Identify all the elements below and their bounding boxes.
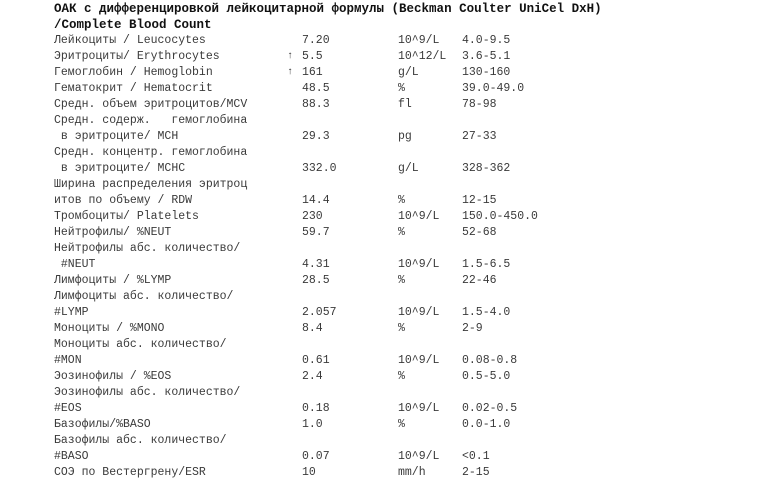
reference-range: 1.5-4.0 — [462, 306, 511, 319]
test-unit: mm/h — [398, 466, 426, 479]
test-name: Эозинофилы абс. количество/ — [54, 386, 241, 399]
reference-range: 130-160 — [462, 66, 511, 79]
test-name: #BASO — [54, 450, 89, 463]
test-unit: % — [398, 226, 405, 239]
test-name: Эозинофилы / %EOS — [54, 370, 172, 383]
result-row — [54, 241, 769, 257]
result-row — [54, 433, 769, 449]
reference-range: <0.1 — [462, 450, 490, 463]
test-unit: 10^9/L — [398, 306, 440, 319]
test-name: Ширина распределения эритроц — [54, 178, 248, 191]
test-value: 4.31 — [302, 258, 330, 271]
result-row — [54, 49, 769, 65]
test-unit: % — [398, 82, 405, 95]
result-row — [54, 417, 769, 433]
test-value: 2.057 — [302, 306, 337, 319]
result-row — [54, 449, 769, 465]
reference-range: 4.0-9.5 — [462, 34, 511, 47]
test-unit: fl — [398, 98, 412, 111]
test-name: Лейкоциты / Leucocytes — [54, 34, 206, 47]
result-row — [54, 385, 769, 401]
test-name: Моноциты / %MONO — [54, 322, 165, 335]
test-value: 14.4 — [302, 194, 330, 207]
result-row — [54, 129, 769, 145]
test-name: Базофилы абс. количество/ — [54, 434, 227, 447]
test-name: #EOS — [54, 402, 82, 415]
reference-range: 12-15 — [462, 194, 497, 207]
test-value: 332.0 — [302, 162, 337, 175]
result-row — [54, 193, 769, 209]
test-name: Нейтрофилы/ %NEUT — [54, 226, 172, 239]
test-unit: 10^9/L — [398, 354, 440, 367]
test-value: 230 — [302, 210, 323, 223]
test-unit: % — [398, 194, 405, 207]
result-row — [54, 225, 769, 241]
test-unit: 10^9/L — [398, 210, 440, 223]
reference-range: 1.5-6.5 — [462, 258, 511, 271]
result-row — [54, 465, 769, 481]
test-unit: 10^12/L — [398, 50, 447, 63]
reference-range: 150.0-450.0 — [462, 210, 538, 223]
reference-range: 39.0-49.0 — [462, 82, 525, 95]
reference-range: 0.0-1.0 — [462, 418, 511, 431]
test-value: 88.3 — [302, 98, 330, 111]
reference-range: 52-68 — [462, 226, 497, 239]
result-row — [54, 145, 769, 161]
reference-range: 0.5-5.0 — [462, 370, 511, 383]
test-unit: g/L — [398, 162, 419, 175]
test-value: 1.0 — [302, 418, 323, 431]
test-name: #NEUT — [54, 258, 96, 271]
result-row — [54, 321, 769, 337]
result-row — [54, 161, 769, 177]
result-row — [54, 113, 769, 129]
test-name: Лимфоциты абс. количество/ — [54, 290, 234, 303]
test-name: #MON — [54, 354, 82, 367]
report-title-line1: ОАК с дифференцировкой лейкоцитарной формулы (Beckman Coulter UniCel DxH) — [54, 2, 602, 16]
reference-range: 328-362 — [462, 162, 511, 175]
reference-range: 3.6-5.1 — [462, 50, 511, 63]
result-row — [54, 337, 769, 353]
test-unit: % — [398, 370, 405, 383]
test-value: 29.3 — [302, 130, 330, 143]
test-name: Эритроциты/ Erythrocytes — [54, 50, 220, 63]
test-value: 0.61 — [302, 354, 330, 367]
test-name: Средн. объем эритроцитов/MCV — [54, 98, 248, 111]
test-name: Нейтрофилы абс. количество/ — [54, 242, 241, 255]
test-name: Лимфоциты / %LYMP — [54, 274, 172, 287]
result-row — [54, 97, 769, 113]
test-value: 0.18 — [302, 402, 330, 415]
reference-range: 2-9 — [462, 322, 483, 335]
result-row — [54, 65, 769, 81]
test-unit: 10^9/L — [398, 402, 440, 415]
test-unit: % — [398, 274, 405, 287]
result-row — [54, 209, 769, 225]
test-unit: 10^9/L — [398, 34, 440, 47]
reference-range: 22-46 — [462, 274, 497, 287]
reference-range: 2-15 — [462, 466, 490, 479]
result-row — [54, 81, 769, 97]
test-name: Средн. концентр. гемоглобина — [54, 146, 248, 159]
test-value: 5.5 — [302, 50, 323, 63]
lab-report — [54, 1, 769, 481]
reference-range: 78-98 — [462, 98, 497, 111]
result-row — [54, 305, 769, 321]
reference-range: 27-33 — [462, 130, 497, 143]
test-name: в эритроците/ MCH — [54, 130, 179, 143]
test-name: в эритроците/ MCHC — [54, 162, 186, 175]
test-name: Моноциты абс. количество/ — [54, 338, 227, 351]
result-row — [54, 33, 769, 49]
test-unit: pg — [398, 130, 412, 143]
test-unit: % — [398, 322, 405, 335]
reference-range: 0.08-0.8 — [462, 354, 518, 367]
test-value: 7.20 — [302, 34, 330, 47]
test-name: #LYMP — [54, 306, 89, 319]
abnormal-flag: ↑ — [287, 51, 294, 62]
test-unit: % — [398, 418, 405, 431]
test-unit: 10^9/L — [398, 450, 440, 463]
result-row — [54, 289, 769, 305]
result-row — [54, 177, 769, 193]
report-title-line2: /Complete Blood Count — [54, 18, 212, 32]
result-row — [54, 273, 769, 289]
test-value: 8.4 — [302, 322, 323, 335]
test-name: Гемоглобин / Hemoglobin — [54, 66, 213, 79]
test-value: 0.07 — [302, 450, 330, 463]
test-value: 59.7 — [302, 226, 330, 239]
test-name: Гематокрит / Hematocrit — [54, 82, 213, 95]
result-row — [54, 369, 769, 385]
test-unit: 10^9/L — [398, 258, 440, 271]
test-value: 48.5 — [302, 82, 330, 95]
test-name: Средн. содерж. гемоглобина — [54, 114, 248, 127]
test-value: 161 — [302, 66, 323, 79]
test-value: 2.4 — [302, 370, 323, 383]
test-name: Тромбоциты/ Platelets — [54, 210, 199, 223]
result-row — [54, 401, 769, 417]
test-unit: g/L — [398, 66, 419, 79]
test-name: Базофилы/%BASO — [54, 418, 151, 431]
result-row — [54, 257, 769, 273]
result-row — [54, 353, 769, 369]
abnormal-flag: ↑ — [287, 67, 294, 78]
results-table — [54, 33, 769, 481]
test-name: СОЭ по Вестергрену/ESR — [54, 466, 206, 479]
test-value: 10 — [302, 466, 316, 479]
test-value: 28.5 — [302, 274, 330, 287]
test-name: итов по объему / RDW — [54, 194, 193, 207]
reference-range: 0.02-0.5 — [462, 402, 518, 415]
